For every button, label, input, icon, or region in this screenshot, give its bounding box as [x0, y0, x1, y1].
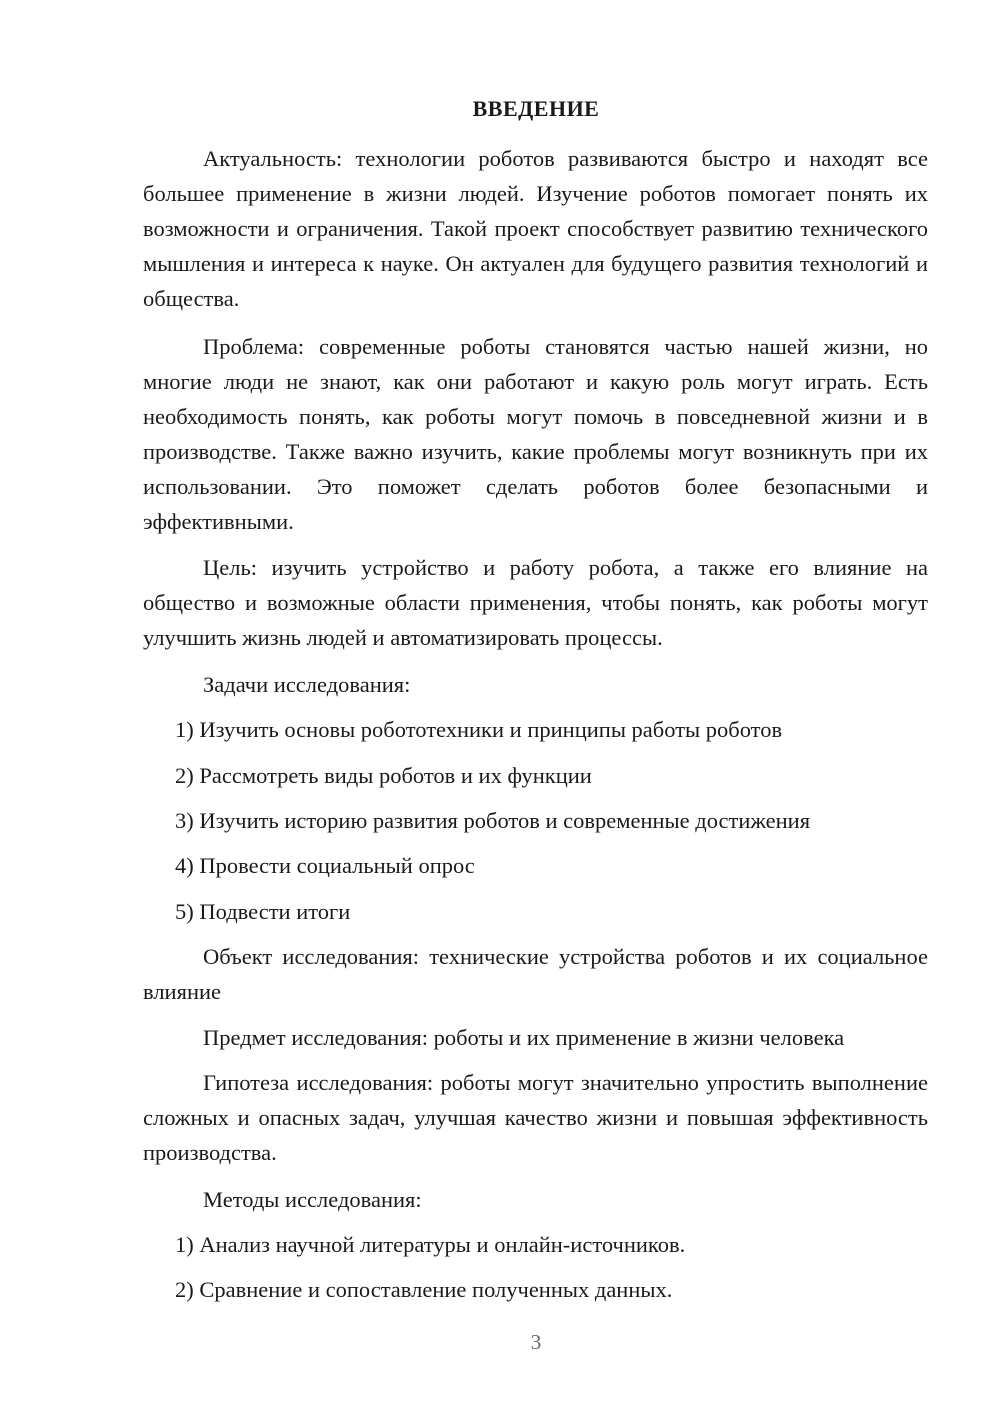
task-item: 3) Изучить историю развития роботов и современные достижения: [175, 808, 811, 833]
task-item: 2) Рассмотреть виды роботов и их функции: [175, 763, 592, 788]
relevance-paragraph: Актуальность: технологии роботов развиваются быстро и находят все большее применение в жизни людей. Изучение роботов помогает понять их возможности и ограничения. Такой проект способствует развитию технического мышления и интереса к науке. Он актуален для будущего развития технологий и общества.: [143, 146, 928, 311]
method-item: 1) Анализ научной литературы и онлайн-источников.: [175, 1232, 686, 1257]
subject-paragraph: Предмет исследования: роботы и их применение в жизни человека: [203, 1025, 845, 1050]
hypothesis-paragraph: Гипотеза исследования: роботы могут значительно упростить выполнение сложных и опасных задач, улучшая качество жизни и повышая эффективность производства.: [143, 1070, 928, 1165]
method-item: 2) Сравнение и сопоставление полученных данных.: [175, 1277, 673, 1302]
task-item: 5) Подвести итоги: [175, 899, 351, 924]
problem-paragraph: Проблема: современные роботы становятся частью нашей жизни, но многие люди не знают, как они работают и какую роль могут играть. Есть необходимость понять, как роботы могут помочь в повседневной жизни и в производстве. Также важно изучить, какие проблемы могут возникнуть при их использовании. Это поможет сделать роботов более безопасными и эффективными.: [143, 334, 928, 534]
task-item: 4) Провести социальный опрос: [175, 853, 475, 878]
page-number: 3: [530, 1330, 542, 1354]
object-paragraph: Объект исследования: технические устройства роботов и их социальное влияние: [143, 944, 928, 1004]
methods-heading: Методы исследования:: [203, 1187, 422, 1212]
tasks-heading: Задачи исследования:: [203, 672, 411, 697]
goal-paragraph: Цель: изучить устройство и работу робота, а также его влияние на общество и возможные области применения, чтобы понять, как роботы могут улучшить жизнь людей и автоматизировать процессы.: [143, 555, 928, 650]
task-item: 1) Изучить основы робототехники и принципы работы роботов: [175, 717, 783, 742]
page-title: ВВЕДЕНИЕ: [472, 96, 600, 121]
